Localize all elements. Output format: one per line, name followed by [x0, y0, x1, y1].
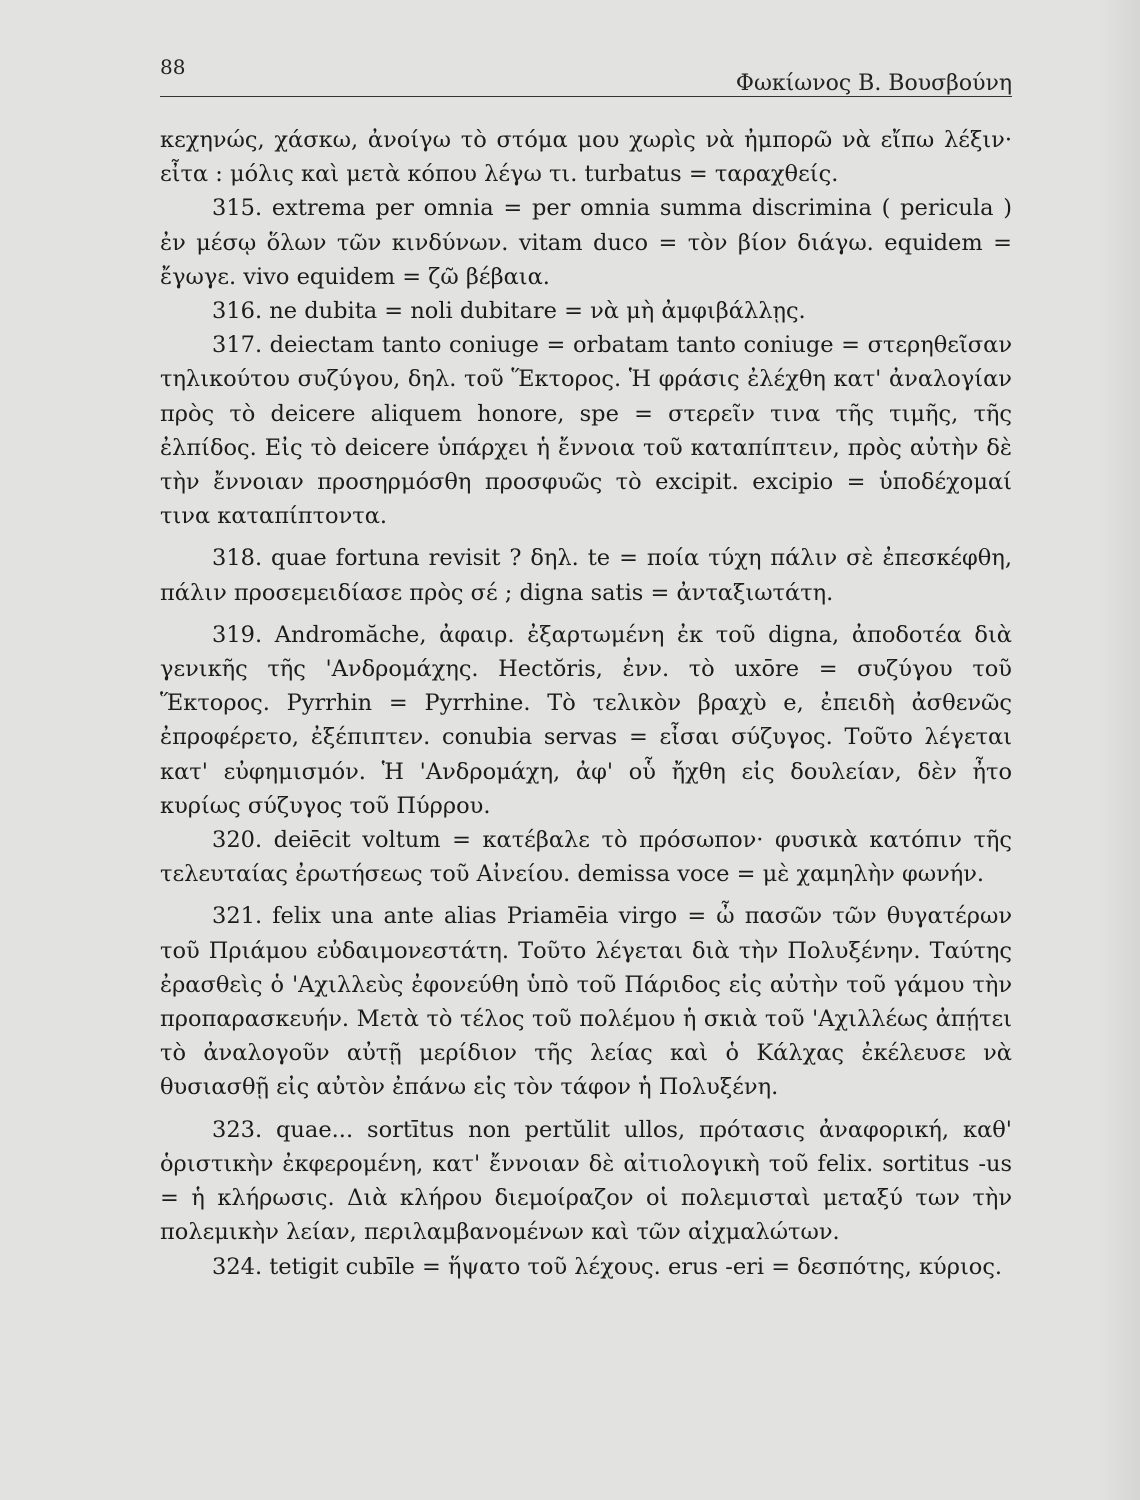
- paragraph-note-316: 316. ne dubita = noli dubitare = νὰ μὴ ἀμφιβάλλῃς.: [212, 298, 806, 325]
- page-edge-shadow: [1100, 0, 1140, 1500]
- body-text: [160, 123, 1012, 1284]
- paragraph-note-324: 324. tetigit cubīle = ἥψατο τοῦ λέχους. erus -eri = δεσπότης, κύριος.: [212, 1253, 1003, 1280]
- running-head: Φωκίωνος Β. Βουσβούνη: [735, 71, 1012, 96]
- paragraph-note-319: 319. Andromăche, ἀφαιρ. ἐξαρτωμένη ἐκ τοῦ digna, ἀποδοτέα διὰ γενικῆς τῆς 'Ανδρομάχης. Hectŏris, ἐνν. τὸ uxōre = συζύγου τοῦ Ἕκτορος. Pyrrhin = Pyrrhine. Τὸ τελικὸν βραχὺ e, ἐπειδὴ ἀσθενῶς ἐπροφέρετο, ἐξέπιπτεν. conubia servas = εἶσαι σύζυγος. Τοῦτο λέγεται κατ' εὐφημισμόν. Ἡ 'Ανδρομάχη, ἀφ' οὗ ἤχθη εἰς δουλείαν, δὲν ἦτο κυρίως σύζυγος τοῦ Πύρρου.: [160, 621, 1012, 819]
- paragraph-note-323: 323. quae... sortītus non pertŭlit ullos, πρότασις ἀναφορική, καθ' ὁριστικὴν ἐκφερομένη, κατ' ἔννοιαν δὲ αἰτιολογικὴ τοῦ felix. sortitus -us = ἡ κλήρωσις. Διὰ κλήρου διεμοίραζον οἱ πολεμισταὶ μεταξύ των τὴν πολεμικὴν λείαν, περιλαμβανομένων καὶ τῶν αἰχμαλώτων.: [160, 1116, 1012, 1246]
- paragraph-note-315: 315. extrema per omnia = per omnia summa discrimina ( pericula ) ἐν μέσῳ ὅλων τῶν κινδύνων. vitam duco = τὸν βίον διάγω. equidem = ἔγωγε. vivo equidem = ζῶ βέβαια.: [160, 195, 1012, 290]
- page-number: 88: [160, 55, 186, 79]
- paragraph-note-317: 317. deiectam tanto coniuge = orbatam tanto coniuge = στερηθεῖσαν τηλικούτου συζύγου, δηλ. τοῦ Ἕκτορος. Ἡ φράσις ἐλέχθη κατ' ἀναλογίαν πρὸς τὸ deicere aliquem honore, spe = στερεῖν τινα τῆς τιμῆς, τῆς ἐλπίδος. Εἰς τὸ deicere ὑπάρχει ἡ ἔννοια τοῦ καταπίπτειν, πρὸς αὐτὴν δὲ τὴν ἔννοιαν προσηρμόσθη προσφυῶς τὸ excipit. excipio = ὑποδέχομαί τινα καταπίπτοντα.: [160, 332, 1012, 530]
- paragraph-note-318: 318. quae fortuna revisit ? δηλ. te = ποία τύχη πάλιν σὲ ἐπεσκέφθη, πάλιν προσεμειδίασε πρὸς σέ ; digna satis = ἀνταξιωτάτη.: [160, 545, 1012, 606]
- paragraph-continuation: κεχηνώς, χάσκω, ἀνοίγω τὸ στόμα μου χωρὶς νὰ ἠμπορῶ νὰ εἴπω λέξιν· εἶτα : μόλις καὶ μετὰ κόπου λέγω τι. turbatus = ταραχθείς.: [160, 127, 1012, 188]
- paragraph-note-321: 321. felix una ante alias Priamēia virgo = ὦ πασῶν τῶν θυγατέρων τοῦ Πριάμου εὐδαιμονεστάτη. Τοῦτο λέγεται διὰ τὴν Πολυξένην. Ταύτης ἐρασθεὶς ὁ 'Αχιλλεὺς ἐφονεύθη ὑπὸ τοῦ Πάριδος εἰς αὐτὴν τοῦ γάμου τὴν προπαρασκευήν. Μετὰ τὸ τέλος τοῦ πολέμου ἡ σκιὰ τοῦ 'Αχιλλέως ἀπῄτει τὸ ἀναλογοῦν αὐτῇ μερίδιον τῆς λείας καὶ ὁ Κάλχας ἐκέλευσε νὰ θυσιασθῇ εἰς αὐτὸν ἐπάνω εἰς τὸν τάφον ἡ Πολυξένη.: [160, 903, 1012, 1101]
- paragraph-note-320: 320. deiēcit voltum = κατέβαλε τὸ πρόσωπον· φυσικὰ κατόπιν τῆς τελευταίας ἐρωτήσεως τοῦ Αἰνείου. demissa voce = μὲ χαμηλὴν φωνήν.: [160, 827, 1012, 888]
- page-header: [160, 55, 1012, 100]
- header-rule: [160, 96, 1012, 97]
